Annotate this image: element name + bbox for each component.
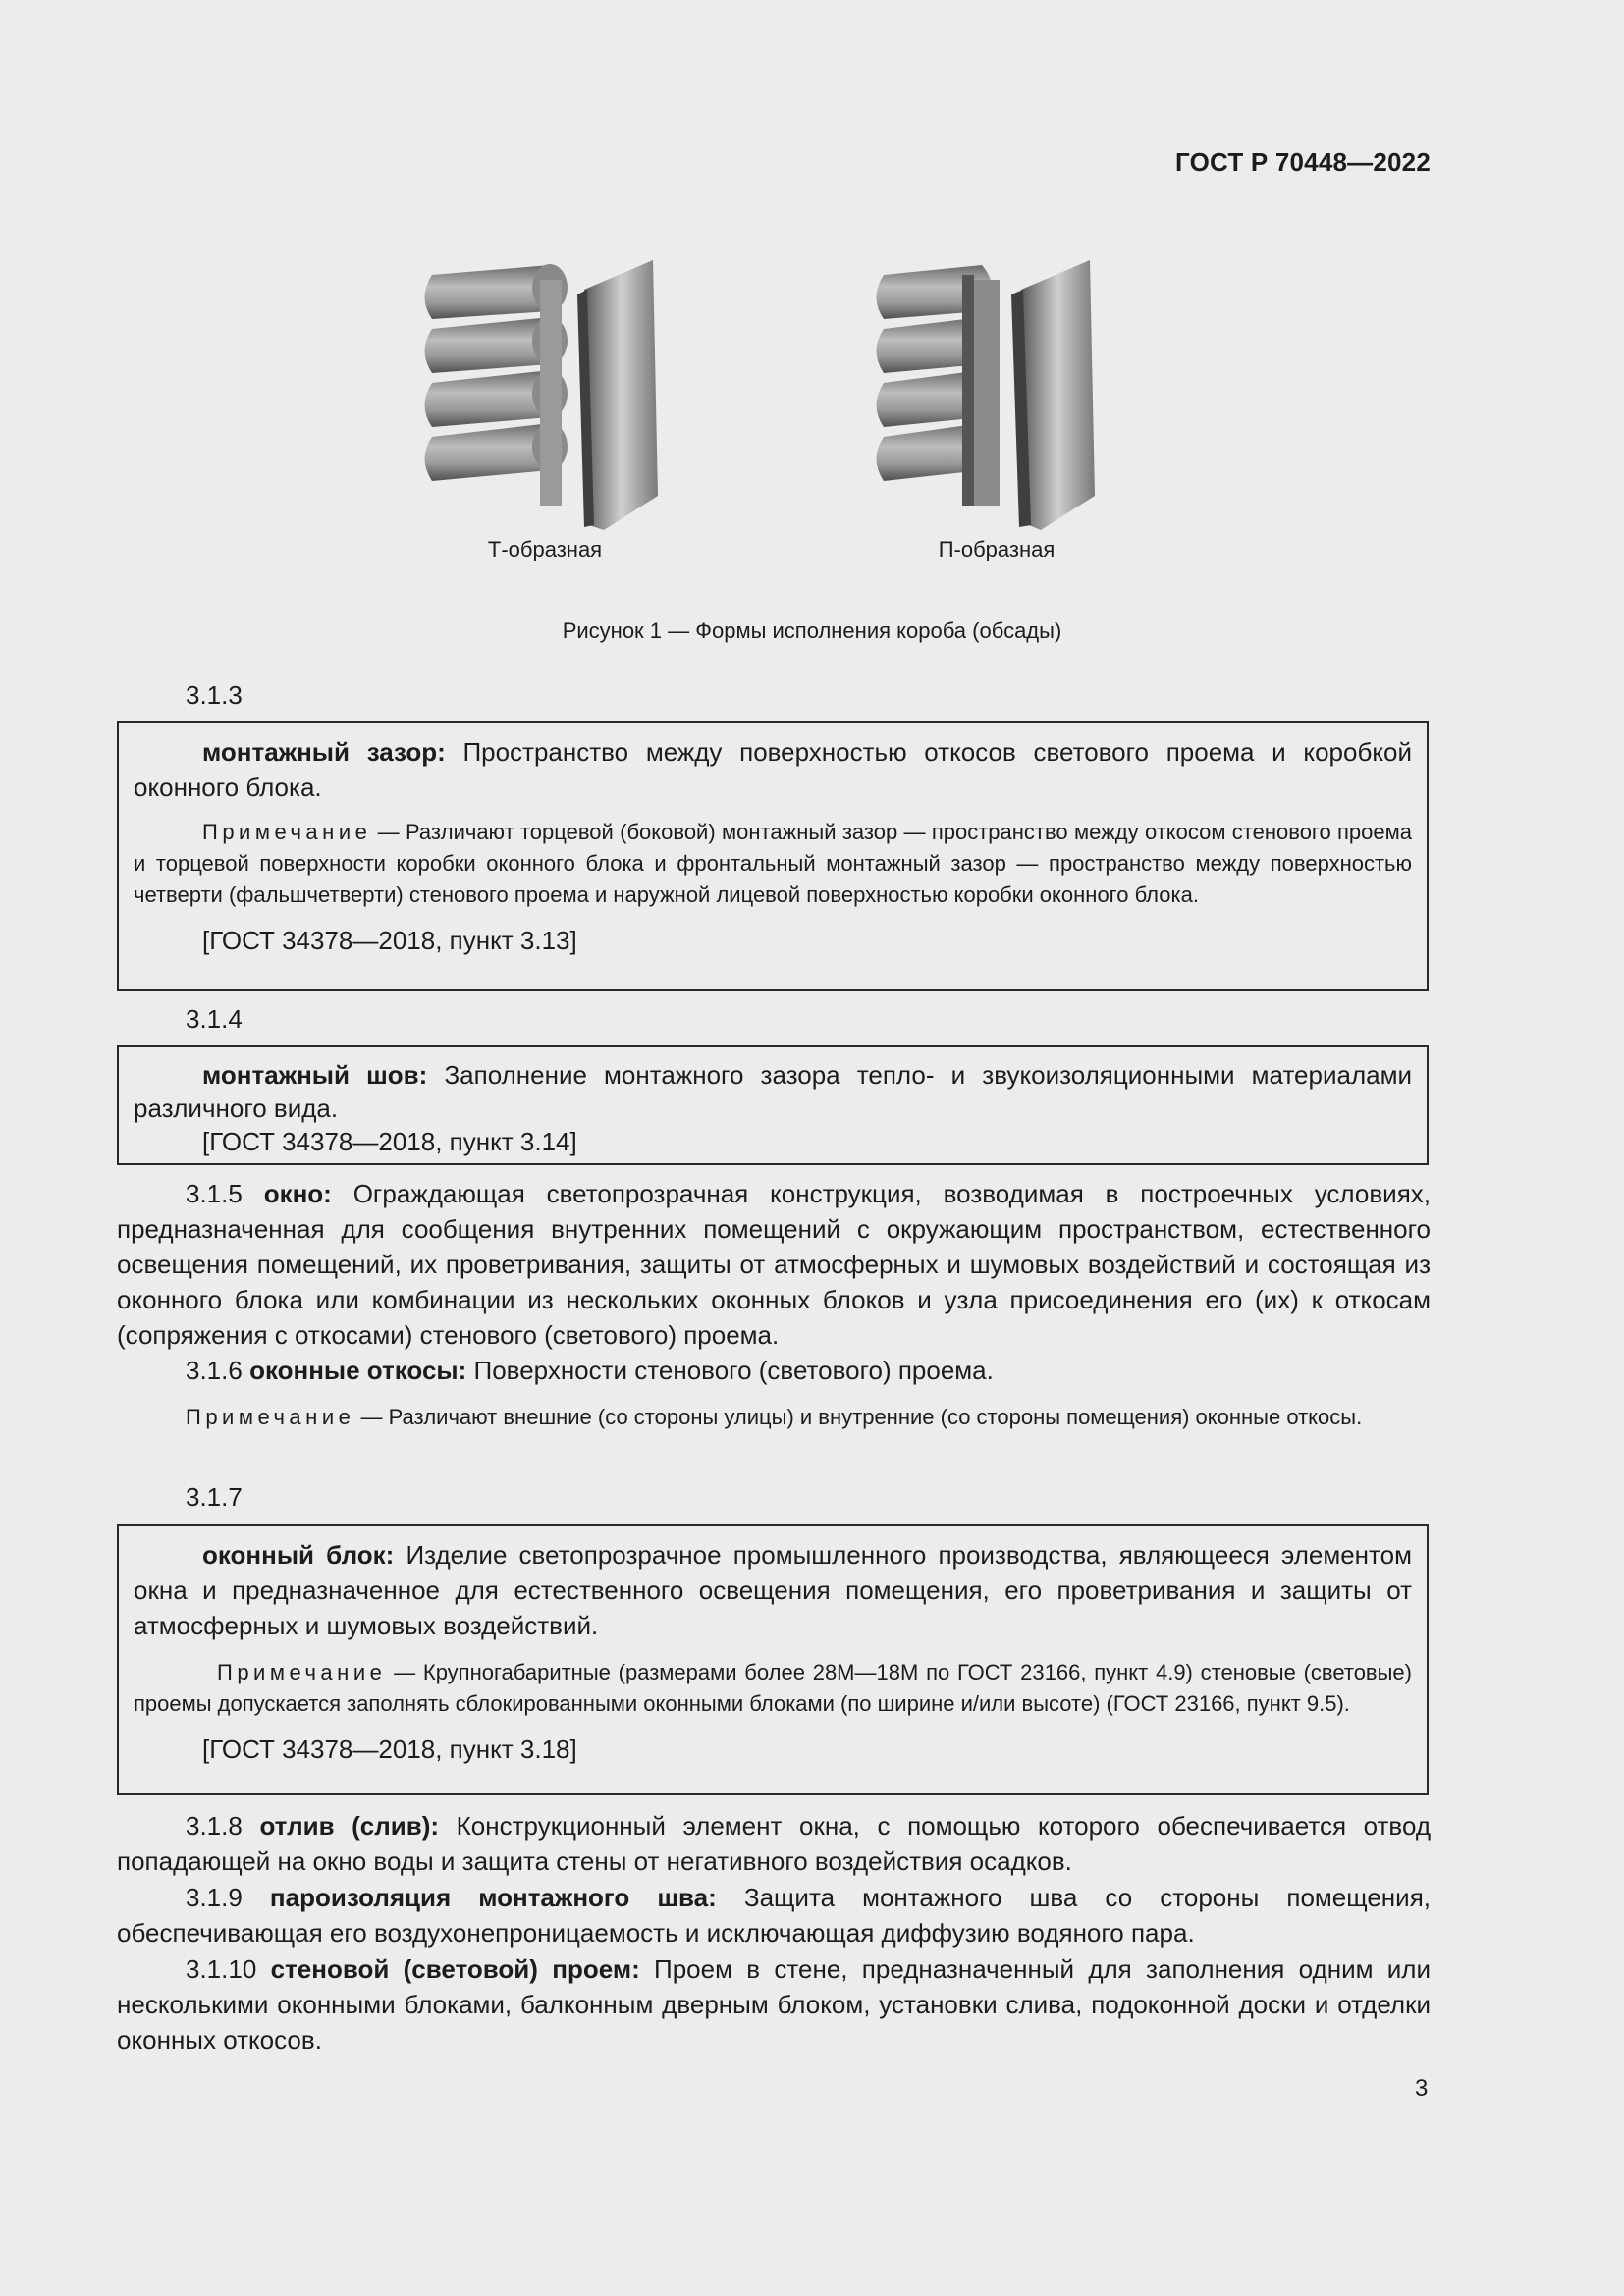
frame-boards	[962, 260, 1095, 530]
t-shape-log-frame-image	[412, 260, 677, 535]
p-shape-log-frame-image	[864, 260, 1129, 535]
term: пароизоляция монтажного шва:	[269, 1883, 717, 1912]
definition	[134, 734, 1412, 805]
definition	[134, 1058, 1412, 1125]
note-text: — Различают внешние (со стороны улицы) и внутренние (со стороны помещения) оконные откосы.	[354, 1405, 1363, 1429]
definition-text: Поверхности стенового (светового) проема.	[466, 1356, 994, 1385]
definition-text: Защита монтажного шва со стороны помещения, обеспечивающая его воздухонепроницаемость и исключающая диффузию водяного пара.	[117, 1883, 1431, 1948]
term: отлив (слив):	[259, 1811, 440, 1841]
definition-box-317	[117, 1524, 1429, 1795]
note-label: Примечание	[217, 1660, 387, 1684]
source-reference: [ГОСТ 34378—2018, пункт 3.14]	[202, 1127, 577, 1156]
document-id: ГОСТ Р 70448—2022	[1175, 147, 1431, 177]
definition-box-314	[117, 1045, 1429, 1165]
definition-text: Ограждающая светопрозрачная конструкция, возводимая в построечных условиях, предназначенная для сообщения внутренних помещений с окружающим пространством, естественного освещения помещений, их проветривания, защиты от атмосферных и шумовых воздействий и состоящая из оконного блока или комбинации из нескольких оконных блоков и узла присоединения его (их) к откосам (сопряжения с откосами) стенового (светового) проема.	[117, 1179, 1431, 1350]
definition-319	[117, 1880, 1431, 1950]
term: монтажный зазор:	[202, 737, 446, 767]
note-label: Примечание	[202, 820, 372, 844]
section-number: 3.1.5	[186, 1179, 264, 1208]
definition-318	[117, 1808, 1431, 1879]
figure-caption: Рисунок 1 — Формы исполнения короба (обсады)	[562, 618, 1062, 643]
section-number: 3.1.3	[186, 680, 243, 710]
figure-label-t-shape: Т-образная	[487, 537, 603, 561]
term: оконные откосы:	[249, 1356, 467, 1385]
section-number: 3.1.8	[186, 1811, 260, 1841]
term: окно:	[263, 1179, 332, 1208]
section-number: 3.1.10	[186, 1954, 271, 1984]
definition-text: Изделие светопрозрачное промышленного производства, являющееся элементом окна и предназначенное для естественного освещения помещения, его проветривания и защиты от атмосферных и шумовых воздействий.	[134, 1540, 1412, 1640]
section-number: 3.1.4	[186, 1004, 243, 1034]
note	[134, 817, 1412, 911]
term: монтажный шов:	[202, 1060, 428, 1090]
definition-315	[117, 1176, 1431, 1353]
definition-3110	[117, 1951, 1431, 2057]
note-316	[117, 1402, 1431, 1433]
source-reference: [ГОСТ 34378—2018, пункт 3.13]	[202, 926, 577, 955]
note-text: — Различают торцевой (боковой) монтажный зазор — пространство между откосом стенового проема и торцевой поверхности коробки оконного блока и фронтальный монтажный зазор — пространство между поверхностью четверти (фальшчетверти) стенового проема и наружной лицевой поверхностью коробки оконного блока.	[134, 820, 1412, 907]
note-text: — Крупногабаритные (размерами более 28М—18М по ГОСТ 23166, пункт 4.9) стеновые (световые) проемы допускается заполнять сблокированными оконными блоками (по ширине и/или высоте) (ГОСТ 23166, пункт 9.5).	[134, 1660, 1412, 1716]
frame-boards	[540, 260, 658, 530]
definition-text: Заполнение монтажного зазора тепло- и звукоизоляционными материалами различного вида.	[134, 1060, 1412, 1123]
definition-box-313	[117, 721, 1429, 991]
definition-316	[117, 1353, 1431, 1388]
term: оконный блок:	[202, 1540, 395, 1570]
term: стеновой (световой) проем:	[270, 1954, 640, 1984]
figure-p-shape	[864, 260, 1129, 562]
definition-text: Пространство между поверхностью откосов светового проема и коробкой оконного блока.	[134, 737, 1412, 802]
figure-label-p-shape: П-образная	[938, 537, 1056, 561]
note-label: Примечание	[186, 1405, 355, 1429]
figure-1	[0, 260, 1624, 574]
figure-t-shape	[412, 260, 677, 562]
section-number: 3.1.9	[186, 1883, 270, 1912]
definition-text: Проем в стене, предназначенный для заполнения одним или несколькими оконными блоками, балконным дверным блоком, установки слива, подоконной доски и отделки оконных откосов.	[117, 1954, 1431, 2055]
section-number: 3.1.7	[186, 1482, 243, 1512]
page-number: 3	[1415, 2075, 1429, 2102]
note	[134, 1657, 1412, 1720]
definition	[134, 1537, 1412, 1643]
source-reference: [ГОСТ 34378—2018, пункт 3.18]	[202, 1735, 577, 1764]
section-number: 3.1.6	[186, 1356, 250, 1385]
definition-text: Конструкционный элемент окна, с помощью которого обеспечивается отвод попадающей на окно воды и защита стены от негативного воздействия осадков.	[117, 1811, 1431, 1876]
